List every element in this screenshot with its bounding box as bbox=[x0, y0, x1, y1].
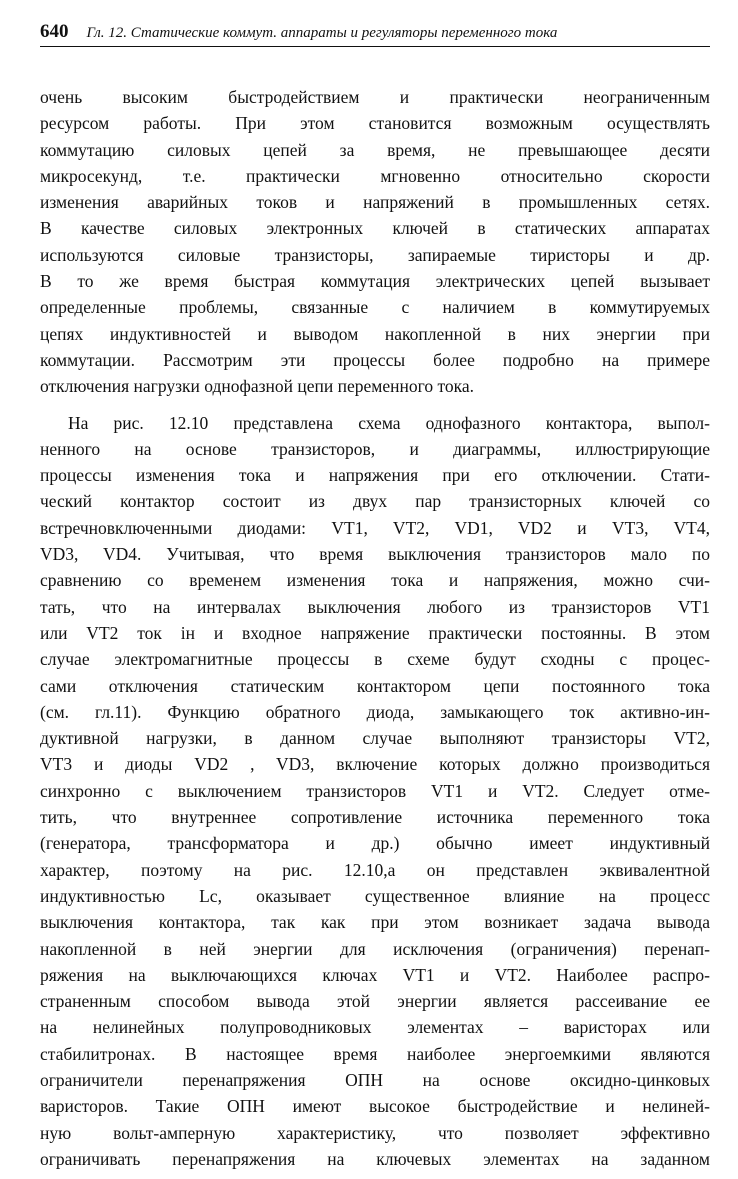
paragraph-gap bbox=[40, 400, 710, 410]
text-line: (генератора, трансформатора и др.) обычно имеет индуктивный bbox=[40, 833, 710, 854]
text-line: используются силовые транзисторы, запираемые тиристоры и др. bbox=[40, 244, 710, 265]
text-line: дуктивной нагрузки, в данном случае выполняют транзисторы VT2, bbox=[40, 728, 710, 749]
text-line: В то же время быстрая коммутация электрических цепей вызывает bbox=[40, 271, 710, 292]
text-line: случае электромагнитные процессы в схеме будут сходны с процес- bbox=[40, 649, 710, 670]
text-line: выключения контактора, так как при этом возникает задача вывода bbox=[40, 912, 710, 933]
text-line: коммутации. Рассмотрим эти процессы более подробно на примере bbox=[40, 349, 710, 370]
text-line: варисторов. Такие ОПН имеют высокое быстродействие и нелиней- bbox=[40, 1096, 710, 1117]
text-line: тить, что внутреннее сопротивление источника переменного тока bbox=[40, 807, 710, 828]
text-line: VT3 и диоды VD2 , VD3, включение которых должно производиться bbox=[40, 754, 710, 775]
text-line: накопленной в ней энергии для исключения (ограничения) перенап- bbox=[40, 938, 710, 959]
text-line: синхронно с выключением транзисторов VT1 и VT2. Следует отме- bbox=[40, 780, 710, 801]
text-line: В качестве силовых электронных ключей в статических аппаратах bbox=[40, 218, 710, 239]
text-line: отключения нагрузки однофазной цепи переменного тока. bbox=[40, 376, 475, 397]
text-line: процессы изменения тока и напряжения при его отключении. Стати- bbox=[40, 465, 710, 486]
text-line: очень высоким быстродействием и практически неограниченным bbox=[40, 87, 710, 107]
text-line: характер, поэтому на рис. 12.10,а он представлен эквивалентной bbox=[40, 859, 710, 880]
text-line: ресурсом работы. При этом становится возможным осуществлять bbox=[40, 113, 710, 134]
text-line: индуктивностью Lс, оказывает существенное влияние на процесс bbox=[40, 885, 710, 906]
text-line: ческий контактор состоит из двух пар транзисторных ключей со bbox=[40, 491, 710, 512]
text-line: изменения аварийных токов и напряжений в промышленных сетях. bbox=[40, 192, 710, 213]
text-line: встречновключенными диодами: VT1, VT2, VD1, VD2 и VT3, VT4, bbox=[40, 517, 710, 538]
text-line: VD3, VD4. Учитывая, что время выключения транзисторов мало по bbox=[40, 544, 710, 565]
text-line: стабилитронах. В настоящее время наиболее энергоемкими являются bbox=[40, 1043, 710, 1064]
text-line: тать, что на интервалах выключения любого из транзисторов VT1 bbox=[40, 596, 710, 617]
text-line: или VT2 ток iн и входное напряжение практически постоянны. В этом bbox=[40, 622, 710, 643]
text-line: страненным способом вывода этой энергии является рассеивание ее bbox=[40, 991, 710, 1012]
text-line: ную вольт-амперную характеристику, что позволяет эффективно bbox=[40, 1122, 710, 1143]
paragraph bbox=[40, 410, 710, 1173]
body-text bbox=[40, 84, 710, 1172]
page-header bbox=[40, 12, 710, 47]
text-line: цепях индуктивностей и выводом накопленной в них энергии при bbox=[40, 323, 710, 344]
text-line: На рис. 12.10 представлена схема однофазного контактора, выпол- bbox=[68, 412, 710, 433]
text-line: ограничители перенапряжения ОПН на основе оксидно-цинковых bbox=[40, 1069, 710, 1090]
text-line: сами отключения статическим контактором цепи постоянного тока bbox=[40, 675, 710, 696]
text-line: определенные проблемы, связанные с наличием в коммутируемых bbox=[40, 297, 710, 318]
paragraph bbox=[40, 84, 710, 400]
text-line: ненного на основе транзисторов, и диаграммы, иллюстрирующие bbox=[40, 438, 710, 459]
text-line: (см. гл.11). Функцию обратного диода, замыкающего ток активно-ин- bbox=[40, 701, 710, 722]
page-number: 640 bbox=[40, 21, 69, 42]
text-line: ограничивать перенапряжения на ключевых элементах на заданном bbox=[40, 1148, 710, 1169]
text-line: на нелинейных полупроводниковых элементах – варисторах или bbox=[40, 1017, 710, 1038]
text-line: микросекунд, т.е. практически мгновенно относительно скорости bbox=[40, 165, 710, 186]
text-line: сравнению со временем изменения тока и напряжения, можно счи- bbox=[40, 570, 710, 591]
running-title: Гл. 12. Статические коммут. аппараты и регуляторы переменного тока bbox=[86, 25, 558, 41]
text-line: ряжения на выключающихся ключах VT1 и VT2. Наиболее распро- bbox=[40, 964, 710, 985]
text-line: коммутацию силовых цепей за время, не превышающее десяти bbox=[40, 139, 710, 160]
